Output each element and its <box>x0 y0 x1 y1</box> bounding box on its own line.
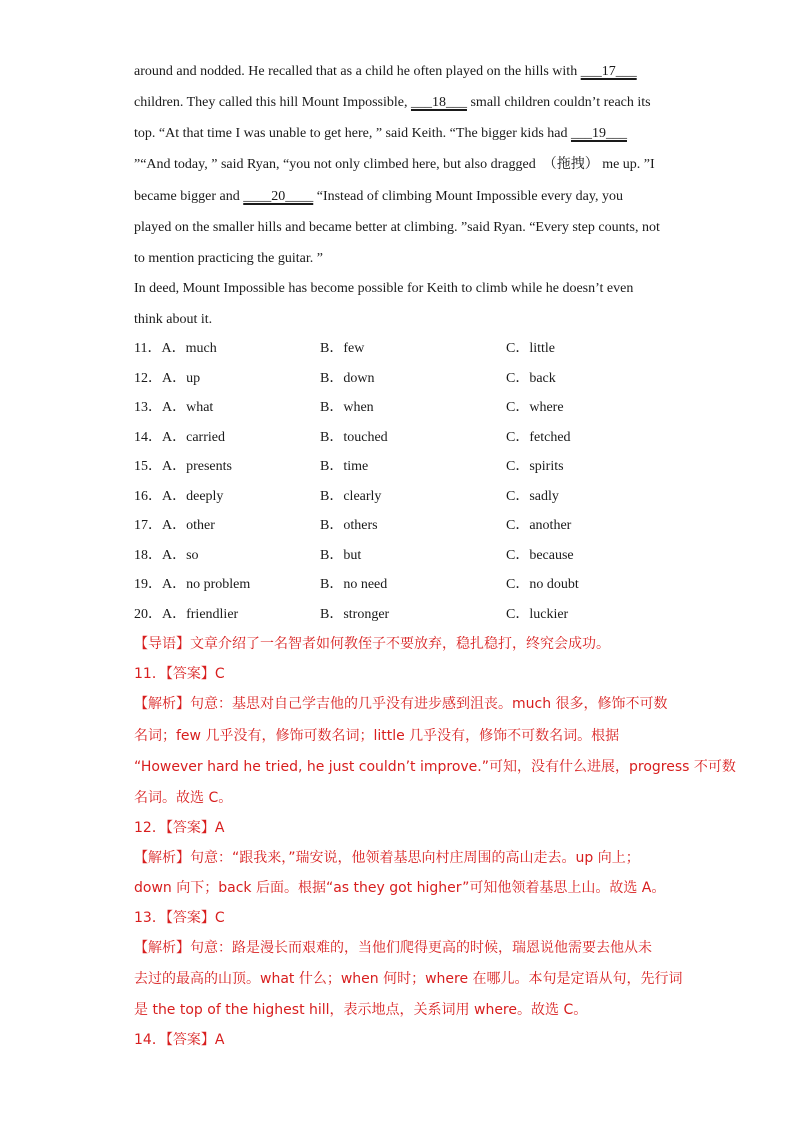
option-a[interactable]: 14．A．carried <box>134 430 225 445</box>
option-b[interactable]: B．no need <box>320 577 388 592</box>
option-b[interactable]: B．few <box>320 341 365 356</box>
explanation-11-line-2: 名词；few 几乎没有，修饰可数名词；little 几乎没有，修饰不可数名词。根据 <box>134 728 620 744</box>
blank-17[interactable]: ___17___ <box>580 64 637 79</box>
option-a[interactable]: 15．A．presents <box>134 459 232 474</box>
option-b[interactable]: B．down <box>320 371 375 386</box>
explanation-12-line-1: 【解析】句意：“跟我来，”瑞安说，他领着基思向村庄周围的高山走去。up 向上； <box>134 850 640 866</box>
explanation-13-line-2: 去过的最高的山顶。what 什么；when 何时；where 在哪儿。本句是定语从句，先行词 <box>134 971 683 987</box>
explanation-13-line-1: 【解析】句意：路是漫长而艰难的，当他们爬得更高的时候，瑞恩说他需要去他从未 <box>134 940 652 956</box>
option-a[interactable]: 13．A．what <box>134 400 214 415</box>
blank-20[interactable]: ____20____ <box>243 189 314 204</box>
passage-line-1 <box>134 62 637 82</box>
passage-line-7: to mention practicing the guitar. ” <box>134 251 323 266</box>
passage-line-2 <box>134 93 651 113</box>
intro-note: 【导语】文章介绍了一名智者如何教侄子不要放弃，稳扎稳打，终究会成功。 <box>134 636 610 652</box>
passage-line-8: In deed, Mount Impossible has become possible for Keith to climb while he doesn’t even <box>134 281 634 296</box>
passage-text: “Instead of climbing Mount Impossible every day, you <box>313 189 623 204</box>
option-a[interactable]: 11．A．much <box>134 341 217 356</box>
passage-text: top. “At that time I was unable to get here, ” said Keith. “The bigger kids had <box>134 126 571 141</box>
option-b[interactable]: B．when <box>320 400 374 415</box>
option-b[interactable]: B．others <box>320 518 378 533</box>
option-a[interactable]: 12．A．up <box>134 371 201 386</box>
answer-13: 13．【答案】C <box>134 910 225 926</box>
explanation-11-line-1: 【解析】句意：基思对自己学吉他的几乎没有进步感到沮丧。much 很多，修饰不可数 <box>134 696 668 712</box>
option-c[interactable]: C．no doubt <box>506 577 579 592</box>
answer-11: 11．【答案】C <box>134 666 225 682</box>
option-c[interactable]: C．fetched <box>506 430 571 445</box>
passage-text: around and nodded. He recalled that as a child he often played on the hills with <box>134 64 581 79</box>
option-c[interactable]: C．another <box>506 518 572 533</box>
explanation-11-line-4: 名词。故选 C。 <box>134 790 233 806</box>
explanation-11-line-3: “However hard he tried, he just couldn’t improve.”可知，没有什么进展，progress 不可数 <box>134 759 736 775</box>
option-b[interactable]: B．but <box>320 548 362 563</box>
explanation-13-line-3: 是 the top of the highest hill，表示地点，关系词用 where。故选 C。 <box>134 1002 588 1018</box>
option-b[interactable]: B．time <box>320 459 369 474</box>
passage-text: children. They called this hill Mount Impossible, <box>134 95 411 110</box>
passage-line-3 <box>134 124 627 144</box>
option-c[interactable]: C．little <box>506 341 555 356</box>
option-a[interactable]: 16．A．deeply <box>134 489 224 504</box>
option-b[interactable]: B．stronger <box>320 607 390 622</box>
option-a[interactable]: 20．A．friendlier <box>134 607 239 622</box>
passage-line-4: ”“And today, ” said Ryan, “you not only climbed here, but also dragged （拖拽） me up. ”I <box>134 157 655 172</box>
option-a[interactable]: 17．A．other <box>134 518 215 533</box>
option-c[interactable]: C．because <box>506 548 574 563</box>
explanation-12-line-2: down 向下；back 后面。根据“as they got higher”可知他领着基思上山。故选 A。 <box>134 880 666 896</box>
option-a[interactable]: 18．A．so <box>134 548 199 563</box>
option-c[interactable]: C．back <box>506 371 556 386</box>
blank-18[interactable]: ___18___ <box>410 95 467 110</box>
passage-line-9: think about it. <box>134 312 213 327</box>
blank-19[interactable]: ___19___ <box>570 126 627 141</box>
option-b[interactable]: B．touched <box>320 430 388 445</box>
option-c[interactable]: C．spirits <box>506 459 564 474</box>
option-b[interactable]: B．clearly <box>320 489 382 504</box>
passage-line-5 <box>134 187 623 207</box>
answer-14: 14．【答案】A <box>134 1032 225 1048</box>
option-c[interactable]: C．luckier <box>506 607 569 622</box>
option-a[interactable]: 19．A．no problem <box>134 577 251 592</box>
passage-text: small children couldn’t reach its <box>466 95 651 110</box>
answer-12: 12．【答案】A <box>134 820 225 836</box>
option-c[interactable]: C．sadly <box>506 489 559 504</box>
passage-text: became bigger and <box>134 189 244 204</box>
option-c[interactable]: C．where <box>506 400 564 415</box>
passage-line-6: played on the smaller hills and became better at climbing. ”said Ryan. “Every step counts, not <box>134 220 660 235</box>
